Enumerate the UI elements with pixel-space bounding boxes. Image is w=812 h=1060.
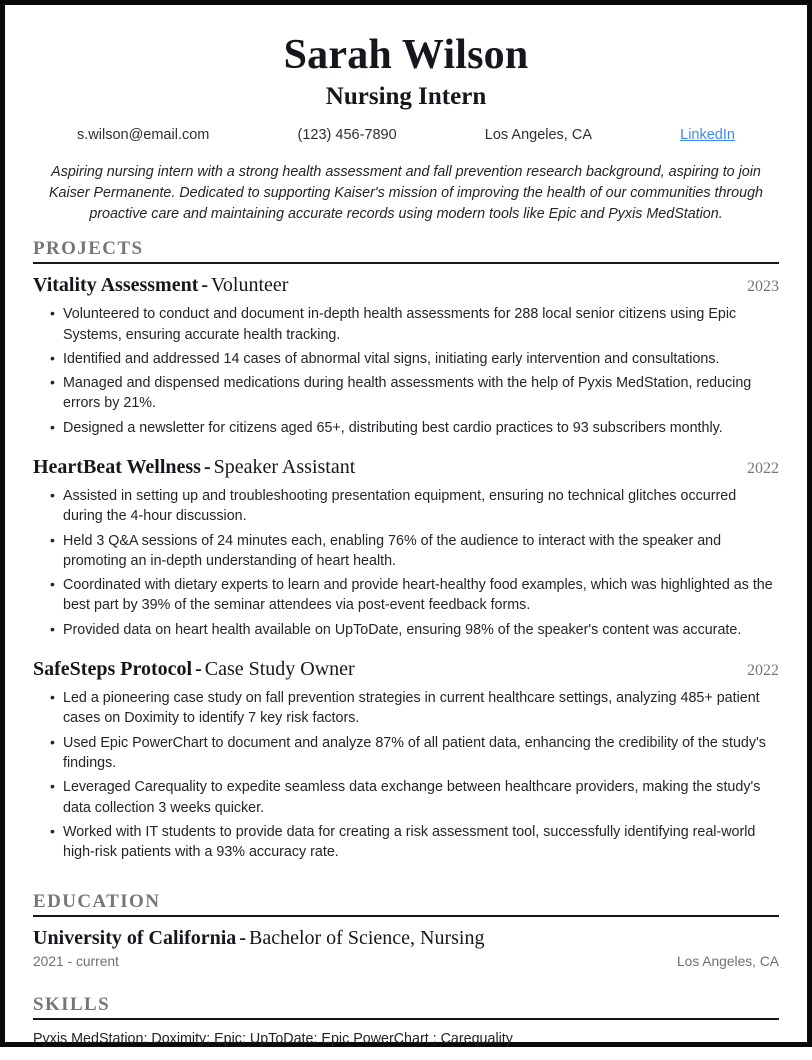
bullet-text: Held 3 Q&A sessions of 24 minutes each, enabling 76% of the audience to interact with the speaker and promoting an in-depth understanding of heart health. <box>63 532 722 569</box>
bullet-item <box>33 304 779 345</box>
bullet-text: Designed a newsletter for citizens aged 65+, distributing best cardio practices to 93 subscribers monthly. <box>63 419 723 436</box>
project-entry <box>33 657 779 862</box>
project-entry <box>33 273 779 438</box>
education-school: University of California <box>33 927 237 950</box>
contact-email: s.wilson@email.com <box>77 126 210 143</box>
education-dates: 2021 - current <box>33 954 119 970</box>
section-education <box>33 892 779 969</box>
project-bullet-list <box>33 486 779 640</box>
bullet-dot-icon: • <box>50 374 55 391</box>
bullet-item <box>33 373 779 414</box>
project-entry-header <box>33 455 779 480</box>
bullet-text: Led a pioneering case study on fall prevention strategies in current healthcare settings, analyzing 485+ patient cases on Doximity to identify 7 key risk factors. <box>63 690 760 727</box>
education-entry <box>33 926 779 969</box>
section-divider-skills <box>33 1018 779 1020</box>
bullet-dot-icon: • <box>50 689 55 706</box>
project-bullet-list <box>33 304 779 438</box>
bullet-item <box>33 822 779 863</box>
candidate-name: Sarah Wilson <box>283 32 529 78</box>
education-title-group <box>33 926 484 951</box>
project-separator: - <box>203 455 211 478</box>
resume-content <box>5 5 807 1060</box>
project-role: Volunteer <box>211 274 289 297</box>
bullet-item <box>33 688 779 729</box>
section-projects <box>33 239 779 862</box>
bullet-text: Worked with IT students to provide data for creating a risk assessment tool, successfully identifying real-world high-risk patients with a 93% accuracy rate. <box>63 823 756 861</box>
bullet-dot-icon: • <box>50 349 55 366</box>
contact-location: Los Angeles, CA <box>484 126 593 143</box>
section-heading-education: EDUCATION <box>33 891 161 913</box>
bullet-dot-icon: • <box>50 418 55 435</box>
section-heading-skills: SKILLS <box>33 994 111 1016</box>
section-heading-projects: PROJECTS <box>33 238 144 260</box>
project-entry-header <box>33 657 779 682</box>
project-entry <box>33 455 779 640</box>
resume-header <box>33 33 779 143</box>
project-organization: SafeSteps Protocol <box>33 658 193 681</box>
project-separator: - <box>201 274 209 297</box>
project-organization: HeartBeat Wellness <box>33 455 201 478</box>
bullet-text: Leveraged Carequality to expedite seamless data exchange between healthcare providers, making the study's data collection 3 weeks quicker. <box>63 779 761 816</box>
education-degree: Bachelor of Science, Nursing <box>248 927 485 950</box>
bullet-item <box>33 486 779 527</box>
bullet-item <box>33 575 779 616</box>
bullet-item <box>33 418 779 438</box>
project-date: 2022 <box>747 662 779 680</box>
project-role: Speaker Assistant <box>213 455 356 478</box>
professional-summary: Aspiring nursing intern with a strong health assessment and fall prevention research background, aspiring to join Kaiser Permanente. Dedicated to supporting Kaiser's mission of improving the health of our communities through proactive care and maintaining accurate records using modern tools like Epic and Pyxis MedStation. <box>49 163 763 223</box>
project-title-group <box>33 657 355 682</box>
bullet-dot-icon: • <box>50 305 55 322</box>
project-role: Case Study Owner <box>204 658 355 681</box>
bullet-item <box>33 349 779 369</box>
bullet-item <box>33 620 779 640</box>
bullet-text: Identified and addressed 14 cases of abnormal vital signs, initiating early intervention and consultations. <box>63 350 720 367</box>
bullet-item <box>33 777 779 818</box>
bullet-text: Managed and dispensed medications during health assessments with the help of Pyxis MedStation, reducing errors by 21%. <box>63 375 752 412</box>
candidate-job-title: Nursing Intern <box>325 83 487 111</box>
project-date: 2022 <box>747 459 779 477</box>
section-skills <box>33 995 779 1050</box>
bullet-text: Provided data on heart health available on UpToDate, ensuring 98% of the speaker's content was accurate. <box>63 621 742 638</box>
bullet-text: Coordinated with dietary experts to learn and provide heart-healthy food examples, which was highlighted as the best part by 39% of the seminar attendees via post-event feedback forms. <box>63 577 773 614</box>
bullet-dot-icon: • <box>50 486 55 503</box>
bullet-item <box>33 733 779 774</box>
project-entry-header <box>33 273 779 298</box>
skills-list: Pyxis MedStation; Doximity; Epic; UpToDate; Epic PowerChart ; Carequality <box>33 1031 513 1048</box>
project-title-group <box>33 455 355 480</box>
bullet-item <box>33 531 779 572</box>
bullet-text: Volunteered to conduct and document in-depth health assessments for 288 local senior citizens using Epic Systems, ensuring accurate health tracking. <box>63 306 737 343</box>
project-organization: Vitality Assessment <box>33 274 199 297</box>
education-meta-row <box>33 954 779 969</box>
bullet-dot-icon: • <box>50 822 55 839</box>
project-bullet-list <box>33 688 779 862</box>
education-entry-header <box>33 926 779 951</box>
section-divider-education <box>33 915 779 917</box>
contact-row <box>33 127 779 143</box>
bullet-text: Used Epic PowerChart to document and analyze 87% of all patient data, enhancing the credibility of the study's findings. <box>63 734 766 771</box>
bullet-dot-icon: • <box>50 531 55 548</box>
contact-phone: (123) 456-7890 <box>297 126 397 143</box>
bullet-text: Assisted in setting up and troubleshooting presentation equipment, ensuring no technical glitches occurred during the 4-hour discussion. <box>63 487 737 525</box>
project-date: 2023 <box>747 278 779 296</box>
project-separator: - <box>195 658 202 681</box>
education-separator: - <box>239 927 246 950</box>
section-divider-projects <box>33 262 779 264</box>
bullet-dot-icon: • <box>50 733 55 750</box>
contact-linkedin-link[interactable]: LinkedIn <box>680 126 735 143</box>
education-location: Los Angeles, CA <box>676 954 779 970</box>
bullet-dot-icon: • <box>50 620 55 637</box>
bullet-dot-icon: • <box>50 576 55 593</box>
bullet-dot-icon: • <box>50 778 55 795</box>
project-title-group <box>33 273 288 298</box>
